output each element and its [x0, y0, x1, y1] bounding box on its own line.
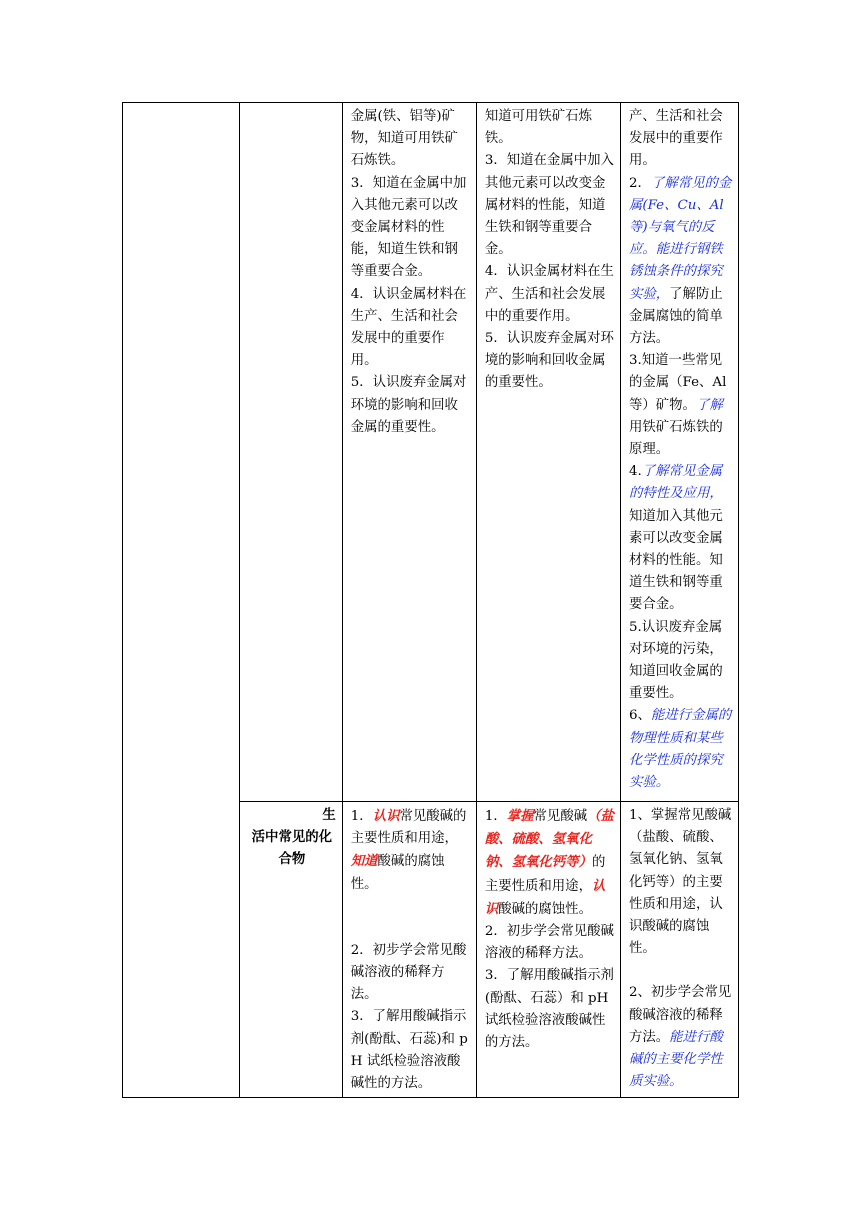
paragraph: 3．知道在金属中加入其他元素可以改变金属材料的性能，知道生铁和钢等重要合金。	[484, 153, 614, 258]
category-label-line2: 活中常见的化合物	[251, 830, 333, 868]
paragraph: 5．认识废弃金属对环境的影响和回收金属的重要性。	[350, 375, 467, 435]
paragraph	[629, 705, 732, 794]
text: 了解防止金属腐蚀的简单方法。	[629, 286, 723, 347]
subcategory-cell-empty	[239, 103, 342, 802]
category-label-line1: 生	[322, 808, 336, 823]
text: 知道加入其他元素可以改变金属材料的性能。知道生铁和钢等重要合金。	[629, 508, 723, 613]
text: 常见酸碱的主要性质和用途，	[350, 809, 467, 847]
paragraph: 2．初步学会常见酸碱溶液的稀释方法。	[484, 924, 614, 962]
paragraph	[351, 805, 470, 896]
spacer	[351, 896, 470, 918]
table-row	[123, 103, 739, 802]
curriculum-table	[122, 102, 739, 1098]
standard-cell	[621, 802, 739, 1098]
paragraph: 产、生活和社会发展中的重要作用。	[629, 109, 723, 169]
paragraph: 4．认识金属材料在生产、生活和社会发展中的重要作用。	[484, 264, 614, 324]
category-cell	[239, 802, 342, 1098]
text: 4.	[629, 464, 642, 480]
spacer	[629, 960, 732, 982]
paragraph: 1、掌握常见酸碱（盐酸、硫酸、氢氧化钠、氢氧化钙等）的主要性质和用途，认识酸碱的腐蚀性。	[629, 808, 732, 957]
text: 酸碱的腐蚀性。	[350, 854, 445, 892]
paragraph: 5.认识废弃金属对环境的污染，知道回收金属的重要性。	[629, 619, 723, 702]
text: 3.知道一些常见的金属（Fe、Al等）矿物。	[629, 353, 727, 413]
paragraph: 3．了解用酸碱指示剂(酚酞、石蕊）和 pH 试纸检验溶液酸碱性的方法。	[484, 968, 614, 1051]
paragraph: 知道可用铁矿石炼铁。	[484, 109, 592, 147]
paragraph	[629, 350, 732, 461]
highlight-blue: 能进行金属的物理性质和某些化学性质的探究实验。	[629, 708, 732, 791]
paragraph: 金属(铁、铝等)矿物，知道可用铁矿石炼铁。	[350, 109, 458, 169]
paragraph	[629, 982, 732, 1093]
text: 1．	[484, 809, 507, 824]
paragraph: 3．了解用酸碱指示剂(酚酞、石蕊)和 pH 试纸检验溶液酸碱性的方法。	[350, 1009, 468, 1092]
text: 6、	[629, 708, 651, 724]
highlight-blue: 了解	[695, 397, 723, 413]
highlight-blue: 了解常见的金属(Fe、Cu、Al 等)与氧气的反应。能进行钢铁锈蚀条件的探究实验，	[629, 175, 732, 302]
standard-cell	[476, 802, 620, 1098]
text: 的主要性质和用途，	[484, 855, 606, 894]
spacer	[351, 918, 470, 940]
paragraph: 3．知道在金属中加入其他元素可以改变金属材料的性能，知道生铁和钢等重要合金。	[350, 175, 467, 280]
paragraph: 2．初步学会常见酸碱溶液的稀释方法。	[350, 942, 467, 1003]
category-column-cell	[123, 103, 240, 1098]
standard-cell	[621, 103, 739, 802]
text: 酸碱的腐蚀性。	[498, 901, 592, 917]
text: 2、初步学会常见酸碱溶液的稀释方法。	[629, 985, 732, 1045]
paragraph: 5．认识废弃金属对环境的影响和回收金属的重要性。	[484, 331, 614, 391]
paragraph: 4．认识金属材料在生产、生活和社会发展中的重要作用。	[350, 286, 467, 369]
standard-cell	[342, 802, 476, 1098]
paragraph	[629, 461, 732, 616]
highlight-blue: 能进行酸碱的主要化学性质实验。	[629, 1029, 723, 1090]
text: 1．	[350, 809, 373, 824]
text: 用铁矿石炼铁的原理。	[629, 419, 723, 458]
text: 常见酸碱	[533, 809, 588, 824]
paragraph	[629, 173, 732, 351]
text: 2．	[629, 175, 651, 191]
highlight-red: （盐酸、硫酸、氢氧化钠、氢氧化钙等）	[484, 808, 614, 871]
highlight-red: 掌握	[506, 808, 534, 824]
paragraph	[485, 805, 614, 921]
highlight-red: 认识	[484, 877, 606, 917]
highlight-red: 认识	[372, 808, 400, 824]
standard-cell	[342, 103, 476, 802]
highlight-blue: 了解常见金属的特性及应用，	[629, 464, 723, 502]
standard-cell	[476, 103, 620, 802]
highlight-red: 知道	[350, 853, 378, 870]
